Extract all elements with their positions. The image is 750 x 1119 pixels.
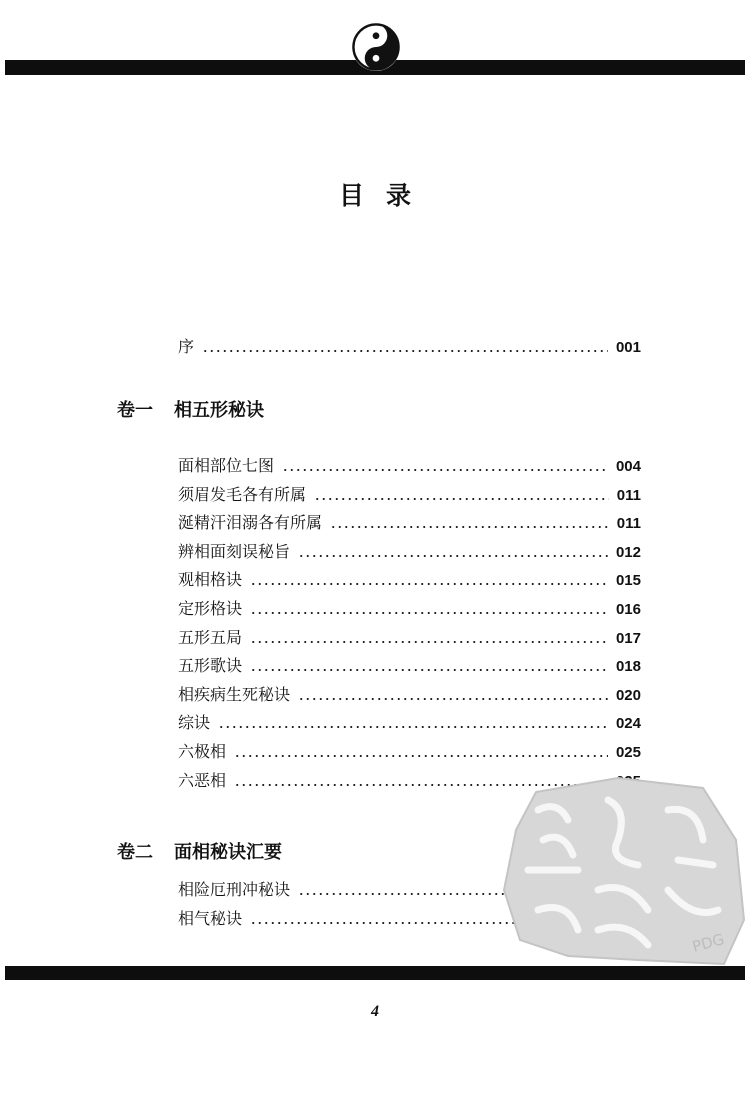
taiji-icon xyxy=(352,23,400,71)
leader-dots xyxy=(314,498,609,500)
toc-entry-label: 五形歌诀 xyxy=(178,656,243,675)
toc-entry-page: 001 xyxy=(615,339,641,356)
toc-entry-label: 观相格诀 xyxy=(178,570,243,589)
toc-entry[interactable] xyxy=(178,625,641,651)
leader-dots xyxy=(250,583,608,585)
leader-dots xyxy=(250,669,608,671)
watermark-text: PDG xyxy=(690,930,727,956)
toc-entry-label: 辨相面刻误秘旨 xyxy=(178,542,291,561)
leader-dots xyxy=(298,555,608,557)
leader-dots xyxy=(282,469,608,471)
volume-number: 卷一 xyxy=(117,400,153,421)
volume-heading-2[interactable] xyxy=(117,838,282,866)
toc-entry[interactable] xyxy=(178,539,641,565)
watermark-stamp xyxy=(498,770,746,968)
toc-entry[interactable] xyxy=(178,482,641,508)
toc-entry-page: 024 xyxy=(615,715,641,732)
leader-dots xyxy=(234,755,608,757)
toc-entry-page: 015 xyxy=(615,572,641,589)
toc-entry-label: 综诀 xyxy=(178,713,211,732)
toc-entry[interactable] xyxy=(178,596,641,622)
toc-entry-label: 六恶相 xyxy=(178,771,227,790)
toc-entry-label: 相疾病生死秘诀 xyxy=(178,685,291,704)
toc-entry-label: 五形五局 xyxy=(178,628,243,647)
page-title: 目录 xyxy=(338,181,433,210)
toc-entry-page: 011 xyxy=(616,487,641,504)
toc-entry-label: 涎精汗泪溺各有所属 xyxy=(178,513,323,532)
toc-entry[interactable] xyxy=(178,453,641,479)
toc-entry-page: 011 xyxy=(616,515,641,532)
toc-entry-page: 017 xyxy=(615,630,641,647)
toc-entry-label: 面相部位七图 xyxy=(178,456,275,475)
toc-entry-preface[interactable] xyxy=(178,334,641,360)
leader-dots xyxy=(202,350,608,352)
leader-dots xyxy=(250,641,608,643)
toc-entry[interactable] xyxy=(178,682,641,708)
toc-entry-page: 018 xyxy=(615,658,641,675)
volume-heading-1[interactable] xyxy=(117,396,264,424)
toc-entry-page: 025 xyxy=(615,744,641,761)
toc-entry[interactable] xyxy=(178,710,641,736)
page-number: 4 xyxy=(371,1003,379,1020)
leader-dots xyxy=(218,726,608,728)
footer-rule xyxy=(5,966,745,980)
leader-dots xyxy=(250,612,608,614)
toc-entry[interactable] xyxy=(178,567,641,593)
toc-entry-page: 012 xyxy=(615,544,641,561)
volume-title: 相五形秘诀 xyxy=(174,400,264,421)
toc-entry[interactable] xyxy=(178,510,641,536)
toc-entry-page: 016 xyxy=(615,601,641,618)
toc-entry-label: 相气秘诀 xyxy=(178,909,243,928)
toc-entry[interactable] xyxy=(178,653,641,679)
toc-entry-label: 六极相 xyxy=(178,742,227,761)
leader-dots xyxy=(330,526,609,528)
toc-entry-label: 须眉发毛各有所属 xyxy=(178,485,307,504)
toc-entry-label: 序 xyxy=(178,337,195,356)
toc-entry-label: 定形格诀 xyxy=(178,599,243,618)
toc-entry[interactable] xyxy=(178,739,641,765)
volume-title: 面相秘诀汇要 xyxy=(174,842,282,863)
volume-number: 卷二 xyxy=(117,842,153,863)
toc-entry-label: 相险厄刑冲秘诀 xyxy=(178,880,291,899)
toc-entry-page: 020 xyxy=(615,687,641,704)
toc-entry-page: 004 xyxy=(615,458,641,475)
leader-dots xyxy=(298,698,608,700)
